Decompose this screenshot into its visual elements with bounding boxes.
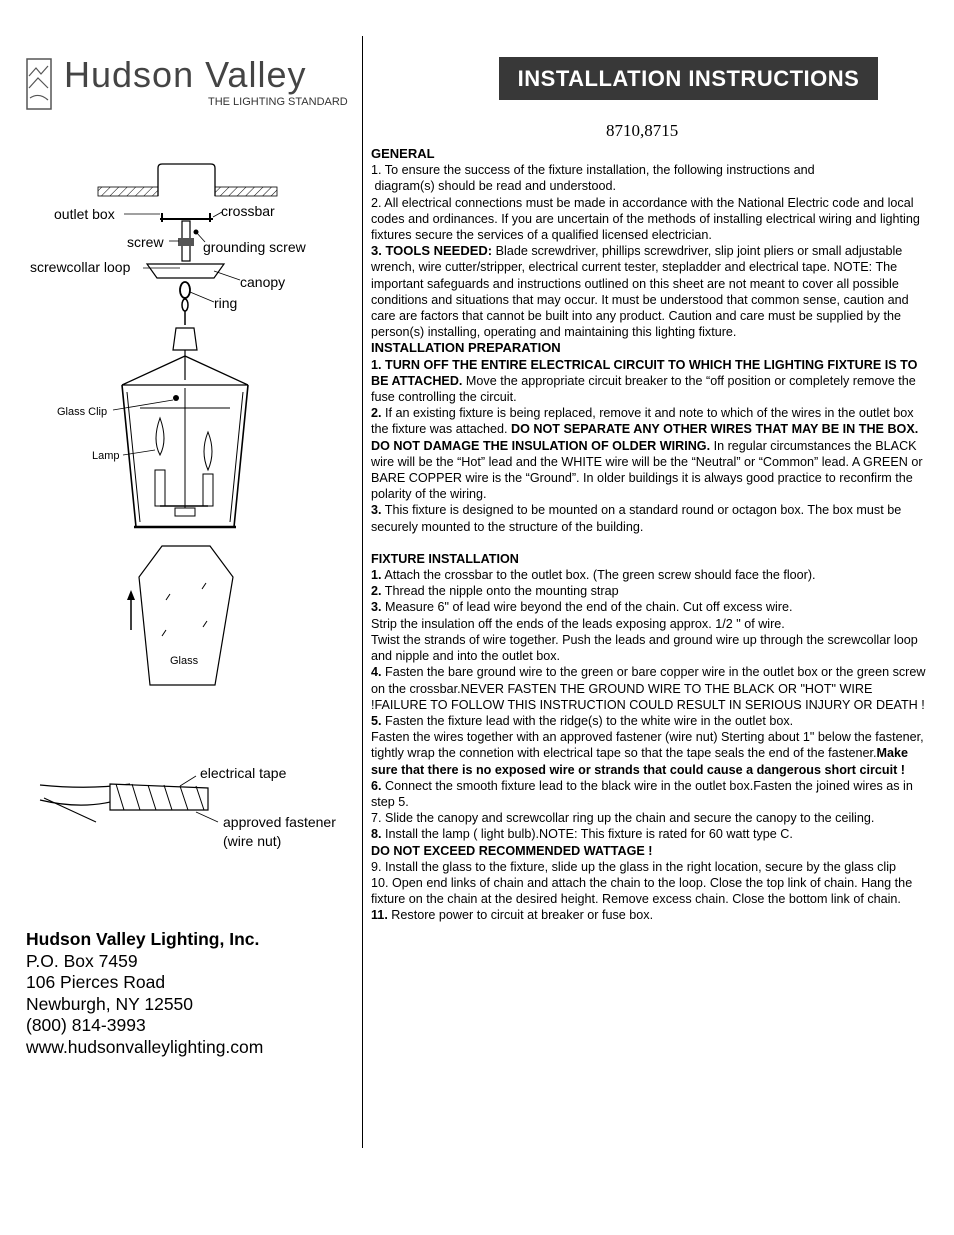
general-step-3 xyxy=(371,243,927,340)
fix-step-11-text: Restore power to circuit at breaker or fuse box. xyxy=(387,908,654,923)
prep-step-3 xyxy=(371,502,927,534)
canopy-shape xyxy=(147,264,224,278)
column-divider xyxy=(362,36,363,1148)
prep-step-2-text-b: In regular circumstances the BLACK wire will be the “Hot” lead and the WHITE wire will be the “Neutral” or “Common” lead. A GREEN or BARE COPPER wire is the “Ground”. In older buildings it is always good practice to reconfirm the polarity of the wiring. xyxy=(371,438,923,502)
company-phone: (800) 814-3993 xyxy=(26,1015,146,1035)
ceiling-left xyxy=(98,187,158,196)
prep-step-3-num: 3. xyxy=(371,503,382,518)
fix-step-5 xyxy=(371,713,927,729)
logo-wordmark: Hudson Valley xyxy=(64,54,307,95)
label-grounding-screw: grounding screw xyxy=(203,239,306,255)
company-address xyxy=(26,929,263,1058)
fix-step-1 xyxy=(371,567,927,583)
logo-tagline: THE LIGHTING STANDARD xyxy=(208,96,348,108)
label-glass: Glass xyxy=(170,655,199,667)
fix-step-9: 9. Install the glass to the fixture, slide up the glass in the right location, secure by the glass clip xyxy=(371,859,897,874)
general-step-2: 2. All electrical connections must be made in accordance with the National Electric code and local codes and ordinances. If you are uncertain of the methods of installing electrical wiring and lighting fixtures secure the services of a qualified licensed electrician. xyxy=(371,195,920,243)
prep-step-2-text-a: If an existing fixture is being replaced, remove it and note to which of the wires in the outlet box the fixture was attached. xyxy=(371,406,914,437)
label-glass-clip: Glass Clip xyxy=(57,406,108,418)
company-logo xyxy=(26,56,358,114)
label-lamp: Lamp xyxy=(92,450,120,462)
ceiling-right xyxy=(215,187,277,196)
fix-step-6-num: 6. xyxy=(371,778,382,793)
label-canopy: canopy xyxy=(240,274,286,290)
tools-text: Blade screwdriver, phillips screwdriver, slip joint pliers or small adjustable wrench, wire cutter/stripper, electrical current tester, stepladder and electrical tape. NOTE: The important safeguards and instructions outlined on this sheet are not meant to cover all possible conditions and situations that may occur. It must be understood that common sense, caution and care are factors that cannot be built into any product. Caution and care must be supplied by the person(s) installing, operating and maintaining this lighting fixture. xyxy=(371,244,909,340)
fix-step-6-text: Connect the smooth fixture lead to the black wire in the outlet box.Fasten the joined wires as in step 5. xyxy=(371,778,913,809)
fix-step-3b: Strip the insulation off the ends of the leads exposing approx. 1/2 " of wire. xyxy=(371,616,785,631)
fix-step-4-text: Fasten the bare ground wire to the green or bare copper wire in the outlet box or the green screw on the crossbar.NEVER FASTEN THE GROUND WIRE TO THE BLACK OR "HOT" WIRE !FAILURE TO FOLLOW THIS INSTRUCTION COULD RESULT IN SERIOUS INJURY OR DEATH ! xyxy=(371,665,926,712)
label-ring: ring xyxy=(214,295,238,311)
fix-step-10: 10. Open end links of chain and attach the chain to the loop. Close the top link of chain. Hang the fixture on the chain at the desired height. Remove excess chain. Close the bottom link of chain. xyxy=(371,875,913,907)
fix-step-8-num: 8. xyxy=(371,827,382,842)
general-step-1a: 1. To ensure the success of the fixture installation, the following instructions and xyxy=(371,163,815,178)
instructions-column xyxy=(371,146,927,924)
prep-step-2-bold: DO NOT SEPARATE ANY OTHER WIRES THAT MAY BE IN THE BOX. DO NOT DAMAGE THE INSULATION OF OLDER WIRING. xyxy=(371,422,919,453)
fix-step-2 xyxy=(371,583,927,599)
company-name: Hudson Valley Lighting, Inc. xyxy=(26,929,260,949)
fix-step-5b-text: Fasten the wires together with an approved fastener (wire nut) Sterting about 1" below the fastener, tightly wrap the connetion with electrical tape so that the tape seals the end of the fastener. xyxy=(371,730,924,761)
company-po-box: P.O. Box 7459 xyxy=(26,950,138,971)
label-outlet-box: outlet box xyxy=(54,206,115,222)
fix-step-3c: Twist the strands of wire together. Push the leads and ground wire up through the screwcollar loop and nipple and into the outlet box. xyxy=(371,632,918,664)
prep-step-2 xyxy=(371,405,927,502)
label-electrical-tape: electrical tape xyxy=(200,765,287,781)
fix-step-4 xyxy=(371,664,927,713)
company-website: www.hudsonvalleylighting.com xyxy=(26,1036,264,1057)
fix-step-1-text: Attach the crossbar to the outlet box. (The green screw should face the floor). xyxy=(381,568,816,583)
prep-step-3-text: This fixture is designed to be mounted on a standard round or octagon box. The box must be securely mounted to the structure of the building. xyxy=(371,503,902,534)
fix-step-4-num: 4. xyxy=(371,665,382,680)
label-crossbar: crossbar xyxy=(221,203,275,219)
mountain-logo-icon xyxy=(26,58,52,110)
fixture-diagram xyxy=(20,150,355,850)
label-approved-fastener: approved fastener xyxy=(223,814,336,830)
fix-step-1-num: 1. xyxy=(371,568,382,583)
company-city: Newburgh, NY 12550 xyxy=(26,993,194,1014)
fixture-heading: FIXTURE INSTALLATION xyxy=(371,551,519,566)
fix-step-3 xyxy=(371,599,927,615)
model-numbers: 8710,8715 xyxy=(606,121,679,140)
fix-step-6 xyxy=(371,778,927,810)
prep-step-1 xyxy=(371,357,927,406)
fix-step-11-num: 11. xyxy=(371,908,388,923)
company-street: 106 Pierces Road xyxy=(26,972,166,992)
fix-step-3-num: 3. xyxy=(371,600,382,615)
label-screw: screw xyxy=(127,234,164,250)
fix-step-2-num: 2. xyxy=(371,584,382,599)
label-wire-nut: (wire nut) xyxy=(223,833,282,849)
fix-step-8-text: Install the lamp ( light bulb).NOTE: This fixture is rated for 60 watt type C. xyxy=(381,827,793,842)
fix-step-11 xyxy=(371,907,927,923)
outlet-box-shape xyxy=(158,164,215,196)
prep-step-1-bold: 1. TURN OFF THE ENTIRE ELECTRICAL CIRCUIT TO WHICH THE LIGHTING FIXTURE IS TO BE ATTACHED. xyxy=(371,357,918,388)
general-heading: GENERAL xyxy=(371,146,435,161)
fix-step-8-warning: DO NOT EXCEED RECOMMENDED WATTAGE ! xyxy=(371,843,653,858)
fix-step-5-num: 5. xyxy=(371,713,382,728)
fix-step-5-text: Fasten the fixture lead with the ridge(s) to the white wire in the outlet box. xyxy=(381,713,794,728)
preparation-heading: INSTALLATION PREPARATION xyxy=(371,340,561,356)
page-title: INSTALLATION INSTRUCTIONS xyxy=(499,57,878,100)
fix-step-8 xyxy=(371,826,927,842)
fix-step-2-text: Thread the nipple onto the mounting strap xyxy=(381,584,619,599)
prep-step-2-num: 2. xyxy=(371,406,382,421)
fix-step-7: 7. Slide the canopy and screwcollar ring up the chain and secure the canopy to the ceiling. xyxy=(371,811,875,826)
label-screwcollar-loop: screwcollar loop xyxy=(30,259,131,275)
general-step-1b: diagram(s) should be read and understood. xyxy=(371,179,617,194)
fix-step-5b xyxy=(371,729,927,778)
tools-label: 3. TOOLS NEEDED: xyxy=(371,243,493,259)
prep-step-1-text: Move the appropriate circuit breaker to the “off position or completely remove the fuse controlling the circuit. xyxy=(371,373,916,405)
fix-step-3-text: Measure 6" of lead wire beyond the end of the chain. Cut off excess wire. xyxy=(381,600,793,615)
fix-step-5-warning: Make sure that there is no exposed wire or strands that could cause a dangerous short circuit ! xyxy=(371,746,908,777)
